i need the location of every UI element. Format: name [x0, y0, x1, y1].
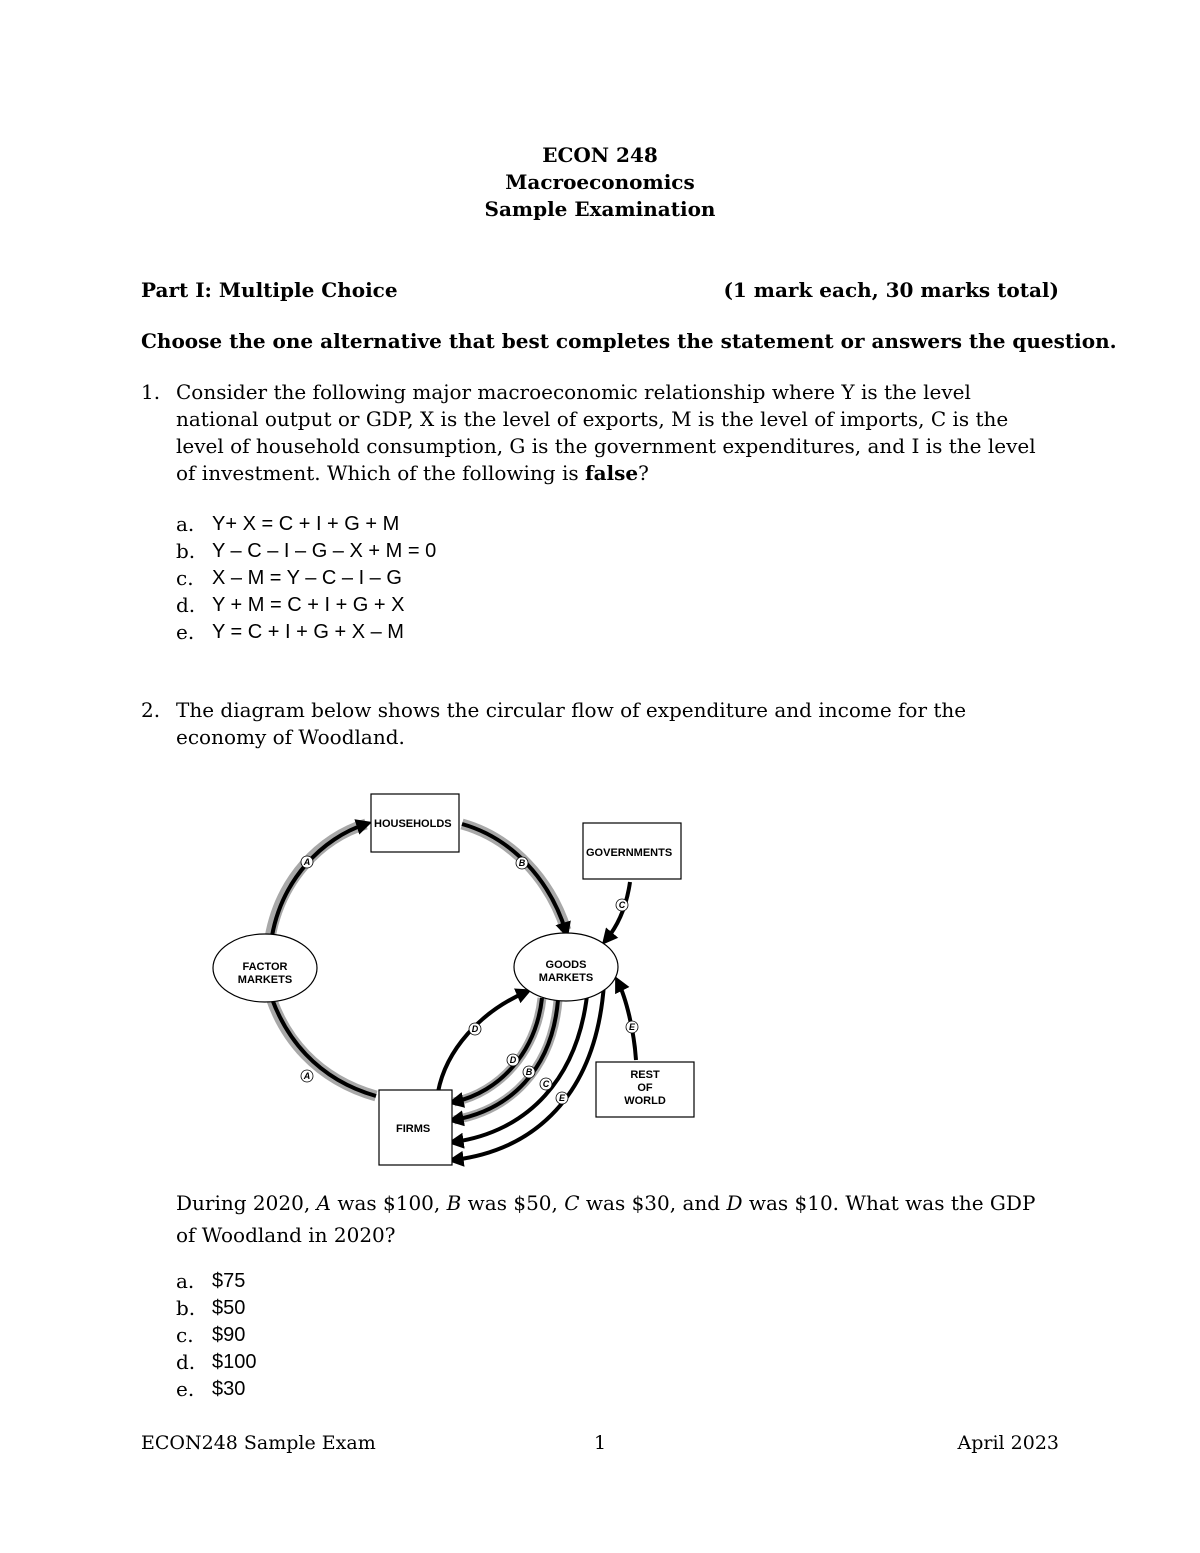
option-letter: e.: [176, 1377, 195, 1401]
part-marks: (1 mark each, 30 marks total): [723, 278, 1059, 302]
option-text: $75: [212, 1270, 246, 1292]
var-d: D: [726, 1191, 743, 1215]
course-code: ECON 248: [542, 143, 658, 167]
followup-part-2: was $100,: [330, 1191, 447, 1215]
page-footer: [141, 1432, 1059, 1460]
option-letter: e.: [176, 620, 195, 644]
option-letter: a.: [176, 512, 195, 536]
option-text: X – M = Y – C – I – G: [212, 567, 402, 589]
factor-markets-label: MARKETS: [237, 974, 293, 986]
question-number: 2.: [141, 698, 161, 722]
footer-date: April 2023: [957, 1432, 1059, 1454]
part-heading: [141, 278, 1059, 306]
goods-markets-label: MARKETS: [538, 972, 594, 984]
followup-part-3: was $50,: [461, 1191, 565, 1215]
factor-markets-ellipse: [213, 934, 317, 1002]
option-letter: c.: [176, 566, 194, 590]
label-e-lower: E: [558, 1093, 566, 1103]
label-a-bottom: A: [303, 1071, 311, 1081]
label-e-right: E: [628, 1022, 636, 1032]
var-a: A: [316, 1191, 331, 1215]
instructions: Choose the one alternative that best completes the statement or answers the question.: [141, 329, 1117, 353]
question-2: [141, 697, 1059, 753]
question-1: [141, 379, 1059, 489]
governments-box: [583, 823, 681, 879]
followup-part-1: During 2020,: [176, 1191, 317, 1215]
goods-label: GOODS: [545, 959, 587, 971]
option-letter: d.: [176, 1350, 196, 1374]
option-text: Y – C – I – G – X + M = 0: [212, 540, 437, 562]
circular-flow-diagram: [200, 780, 720, 1180]
governments-label: GOVERNMENTS: [586, 847, 673, 859]
label-b-top: B: [518, 858, 526, 868]
part-title: Part I: Multiple Choice: [141, 278, 398, 302]
question-number: 1.: [141, 380, 161, 404]
option-letter: d.: [176, 593, 196, 617]
option-letter: b.: [176, 1296, 196, 1320]
label-d-lower: D: [509, 1055, 517, 1065]
var-b: B: [446, 1191, 462, 1215]
course-subject: Macroeconomics: [505, 170, 695, 194]
exam-title: Sample Examination: [484, 197, 716, 221]
var-c: C: [564, 1191, 580, 1215]
option-text: Y = C + I + G + X – M: [212, 621, 404, 643]
households-box: [371, 794, 459, 852]
option-letter: a.: [176, 1269, 195, 1293]
option-text: $50: [212, 1297, 246, 1319]
option-letter: b.: [176, 539, 196, 563]
factor-label: FACTOR: [242, 961, 288, 973]
question-2-followup: [141, 1187, 1059, 1247]
option-letter: c.: [176, 1323, 194, 1347]
label-d-upper: D: [471, 1024, 479, 1034]
question-text: [176, 379, 1059, 487]
question-text-end: ?: [638, 461, 649, 485]
followup-part-4: was $30, and: [579, 1191, 727, 1215]
option-text: $90: [212, 1324, 246, 1346]
title-block: [0, 142, 1200, 223]
question-text: The diagram below shows the circular flow of expenditure and income for the economy of Woodland.: [176, 698, 967, 749]
question-text-emphasis: false: [584, 461, 639, 485]
world-label: WORLD: [624, 1095, 666, 1107]
label-a-top: A: [303, 857, 311, 867]
followup-part-5: was $10. What was the GDP of Woodland in 2020?: [176, 1191, 1036, 1247]
goods-markets-ellipse: [514, 933, 618, 1001]
households-label: HOUSEHOLDS: [374, 818, 452, 830]
option-text: Y + M = C + I + G + X: [212, 594, 405, 616]
rest-of-world-box: [596, 1062, 694, 1117]
firms-label: FIRMS: [396, 1123, 431, 1135]
label-c-top: C: [618, 900, 626, 910]
option-text: $30: [212, 1378, 246, 1400]
of-label: OF: [637, 1082, 653, 1094]
option-text: $100: [212, 1351, 257, 1373]
footer-title: ECON248 Sample Exam: [141, 1432, 376, 1454]
rest-label: REST: [630, 1069, 660, 1081]
page-number: 1: [593, 1432, 607, 1454]
option-text: Y+ X = C + I + G + M: [212, 513, 400, 535]
question-followup-text: [176, 1187, 1059, 1251]
firms-box: [379, 1090, 452, 1165]
label-c-lower: C: [542, 1079, 550, 1089]
label-b-lower: B: [525, 1067, 533, 1077]
question-text-main: Consider the following major macroeconomic relationship where Y is the level national output or GDP, X is the level of exports, M is the level of imports, C is the level of household consumption, G is the government expenditures, and I is the level of investment. Which of the following is: [176, 380, 1036, 485]
